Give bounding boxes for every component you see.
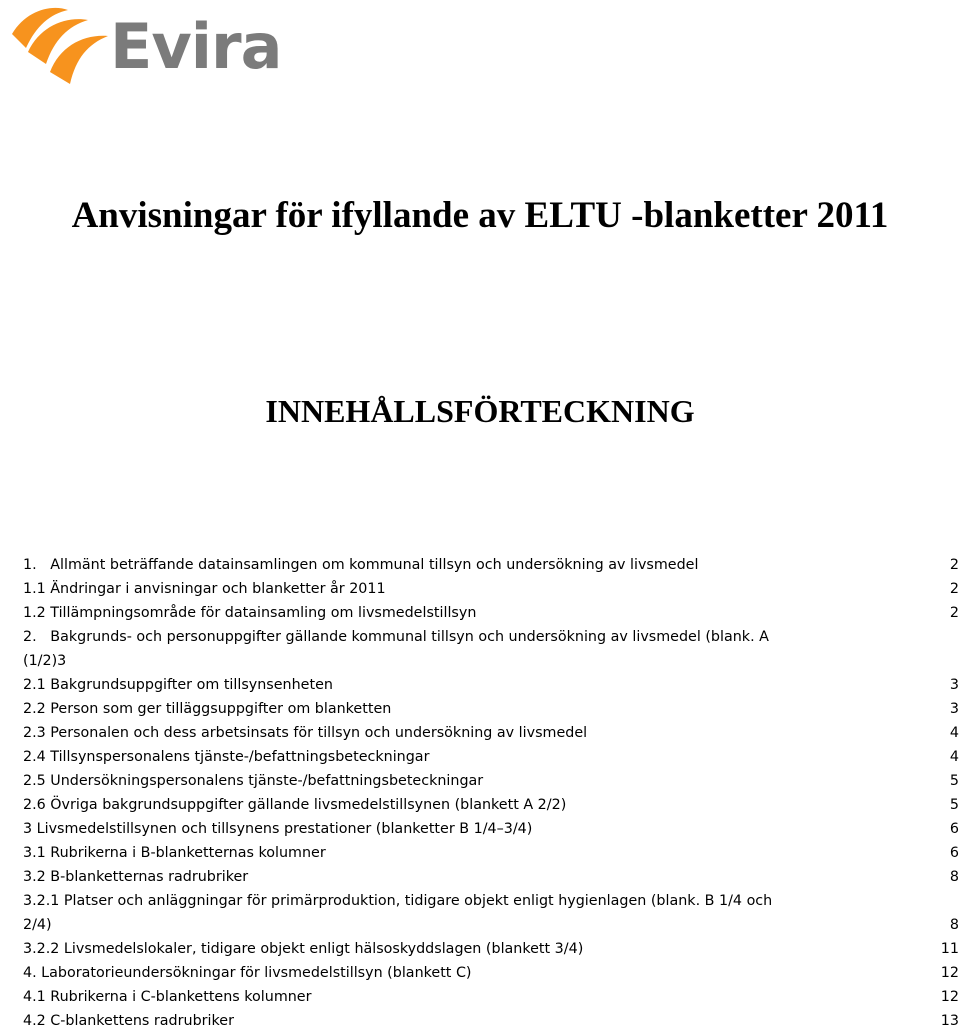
toc-entry[interactable]: [23, 961, 959, 985]
toc-page-number: 2: [949, 581, 959, 597]
toc-entry-text-continued: 2/4): [23, 917, 52, 933]
toc-entry[interactable]: [23, 817, 959, 841]
toc-entry-text: 3.1 Rubrikerna i B-blanketternas kolumner: [23, 845, 326, 861]
toc-entry[interactable]: [23, 577, 959, 601]
toc-page-number: 4: [949, 749, 959, 765]
toc-entry[interactable]: [23, 697, 959, 721]
toc-entry[interactable]: [23, 625, 959, 673]
toc-page-number: 3: [949, 677, 959, 693]
toc-page-number: 8: [949, 917, 959, 933]
toc-page-number: 4: [949, 725, 959, 741]
toc-entry[interactable]: [23, 601, 959, 625]
toc-entry[interactable]: [23, 673, 959, 697]
toc-entry-text: 1.1 Ändringar i anvisningar och blanketter år 2011: [23, 581, 386, 597]
toc-entry-text: 4. Laboratorieundersökningar för livsmedelstillsyn (blankett C): [23, 965, 472, 981]
toc-entry[interactable]: [23, 769, 959, 793]
toc-page-number: 2: [949, 605, 959, 621]
toc-entry-text: 3 Livsmedelstillsynen och tillsynens prestationer (blanketter B 1/4–3/4): [23, 821, 533, 837]
toc-entry-text: 3.2.1 Platser och anläggningar för primärproduktion, tidigare objekt enligt hygienlagen (blank. B 1/4 och: [23, 893, 773, 909]
toc-entry-text: 4.1 Rubrikerna i C-blankettens kolumner: [23, 989, 312, 1005]
toc-page-number: 11: [940, 941, 959, 957]
toc-entry-text: 2.6 Övriga bakgrundsuppgifter gällande livsmedelstillsynen (blankett A 2/2): [23, 797, 567, 813]
toc-entry-text: 2.3 Personalen och dess arbetsinsats för tillsyn och undersökning av livsmedel: [23, 725, 588, 741]
toc-entry-text: 1.2 Tillämpningsområde för datainsamling om livsmedelstillsyn: [23, 605, 477, 621]
toc-entry[interactable]: [23, 1009, 959, 1033]
toc-entry[interactable]: [23, 889, 959, 937]
toc-entry[interactable]: [23, 937, 959, 961]
toc-entry-text: 2. Bakgrunds- och personuppgifter gällande kommunal tillsyn och undersökning av livsmedel (blank. A: [23, 629, 769, 645]
toc-page-number: 12: [940, 989, 959, 1005]
logo-wordmark: Evira: [110, 10, 282, 83]
toc-page-number: 6: [949, 845, 959, 861]
toc-entry-text: 2.2 Person som ger tilläggsuppgifter om blanketten: [23, 701, 392, 717]
toc-entry-text: 2.5 Undersökningspersonalens tjänste-/befattningsbeteckningar: [23, 773, 484, 789]
toc-entry[interactable]: [23, 721, 959, 745]
toc-page-number: 6: [949, 821, 959, 837]
toc-entry-text-continued: (1/2)3: [23, 653, 67, 669]
toc-page-number: 2: [949, 557, 959, 573]
document-title: Anvisningar för ifyllande av ELTU -blanketter 2011: [71, 195, 889, 236]
toc-entry[interactable]: [23, 553, 959, 577]
toc-page-number: 8: [949, 869, 959, 885]
toc-page-number: 5: [949, 773, 959, 789]
toc-entry-text: 1. Allmänt beträffande datainsamlingen om kommunal tillsyn och undersökning av livsmedel: [23, 557, 699, 573]
toc-heading: INNEHÅLLSFÖRTECKNING: [265, 393, 695, 429]
toc-entry[interactable]: [23, 793, 959, 817]
toc-page-number: 12: [940, 965, 959, 981]
toc-entry-text: 4.2 C-blankettens radrubriker: [23, 1013, 234, 1029]
toc-entry-text: 3.2.2 Livsmedelslokaler, tidigare objekt enligt hälsoskyddslagen (blankett 3/4): [23, 941, 584, 957]
toc-entry-text: 2.1 Bakgrundsuppgifter om tillsynsenheten: [23, 677, 333, 693]
toc-entry-text: 3.2 B-blanketternas radrubriker: [23, 869, 249, 885]
toc-entry[interactable]: [23, 841, 959, 865]
toc-page-number: 3: [949, 701, 959, 717]
evira-logo-mark-icon: [6, 4, 110, 90]
toc-entry-text: 2.4 Tillsynspersonalens tjänste-/befattningsbeteckningar: [23, 749, 430, 765]
table-of-contents: [23, 553, 959, 1033]
toc-entry[interactable]: [23, 985, 959, 1009]
toc-page-number: 13: [940, 1013, 959, 1029]
toc-entry[interactable]: [23, 745, 959, 769]
evira-logo: [6, 4, 296, 90]
toc-entry[interactable]: [23, 865, 959, 889]
toc-page-number: 5: [949, 797, 959, 813]
